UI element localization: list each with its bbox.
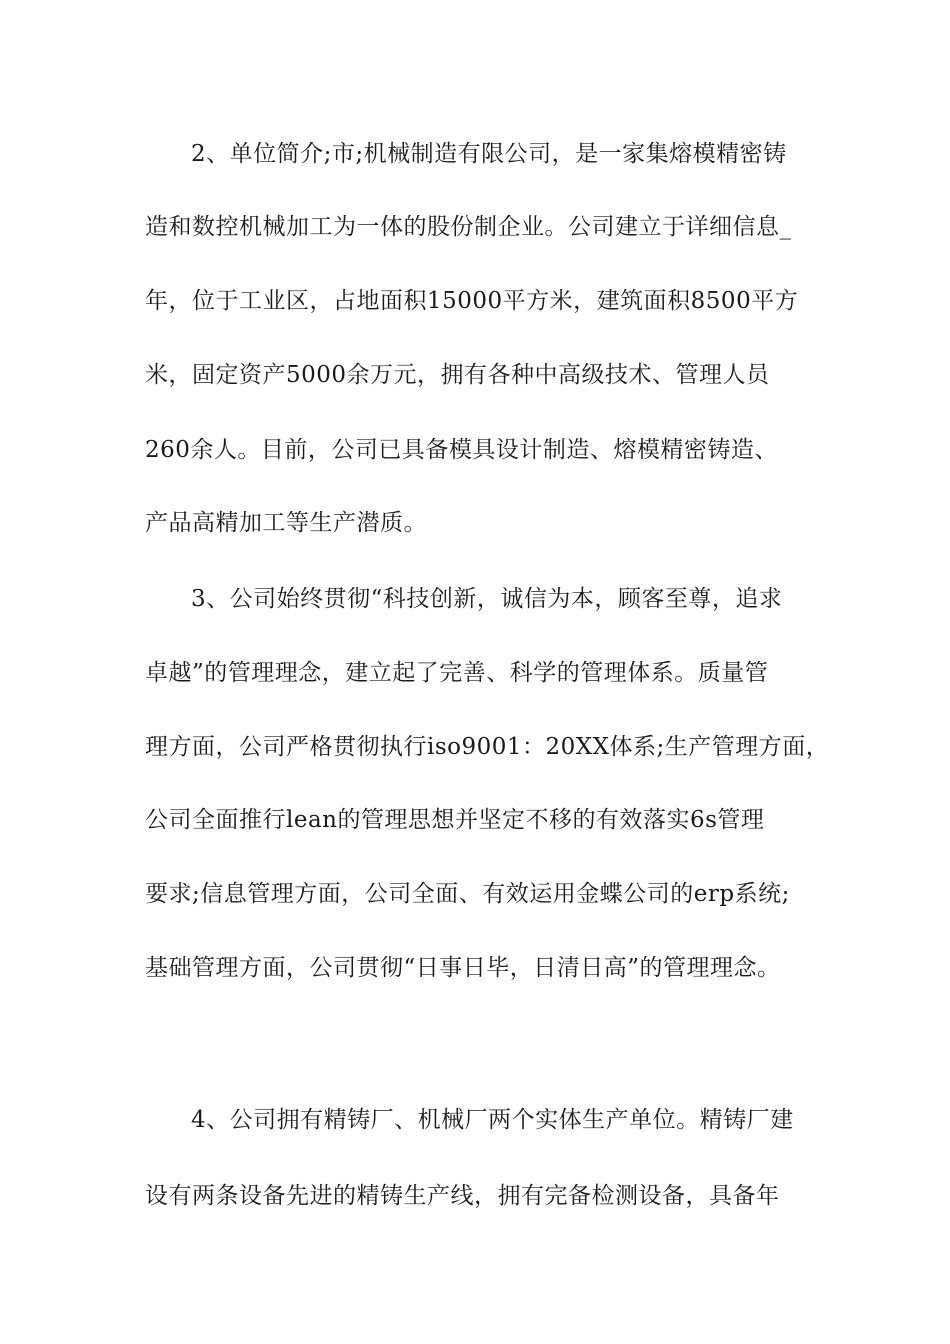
- paragraph-2-line-5: 260余人。目前，公司已具备模具设计制造、熔模精密铸造、: [145, 437, 778, 463]
- paragraph-3-line-2: 卓越”的管理理念，建立起了完善、科学的管理体系。质量管: [145, 660, 769, 686]
- paragraph-2-line-4: 米，固定资产5000余万元，拥有各种中高级技术、管理人员: [145, 362, 770, 388]
- paragraph-3-line-5: 要求;信息管理方面，公司全面、有效运用金蝶公司的erp系统;: [145, 881, 790, 907]
- paragraph-2-line-3: 年，位于工业区，占地面积15000平方米，建筑面积8500平方: [145, 288, 799, 314]
- paragraph-3-line-4: 公司全面推行lean的管理思想并坚定不移的有效落实6s管理: [145, 807, 765, 833]
- paragraph-2-line-6: 产品高精加工等生产潜质。: [145, 510, 427, 536]
- paragraph-2-line-2: 造和数控机械加工为一体的股份制企业。公司建立于详细信息_: [145, 214, 792, 240]
- paragraph-4-line-1: 4、公司拥有精铸厂、机械厂两个实体生产单位。精铸厂建: [191, 1107, 794, 1133]
- paragraph-3-line-3: 理方面，公司严格贯彻执行iso9001：20XX体系;生产管理方面，: [145, 734, 830, 760]
- paragraph-2-line-1: 2、单位简介;市;机械制造有限公司，是一家集熔模精密铸: [191, 141, 787, 167]
- paragraph-3-line-1: 3、公司始终贯彻“科技创新，诚信为本，顾客至尊，追求: [191, 586, 783, 612]
- paragraph-3-line-6: 基础管理方面，公司贯彻“日事日毕，日清日高”的管理理念。: [145, 955, 781, 981]
- paragraph-4-line-2: 设有两条设备先进的精铸生产线，拥有完备检测设备，具备年: [145, 1183, 780, 1209]
